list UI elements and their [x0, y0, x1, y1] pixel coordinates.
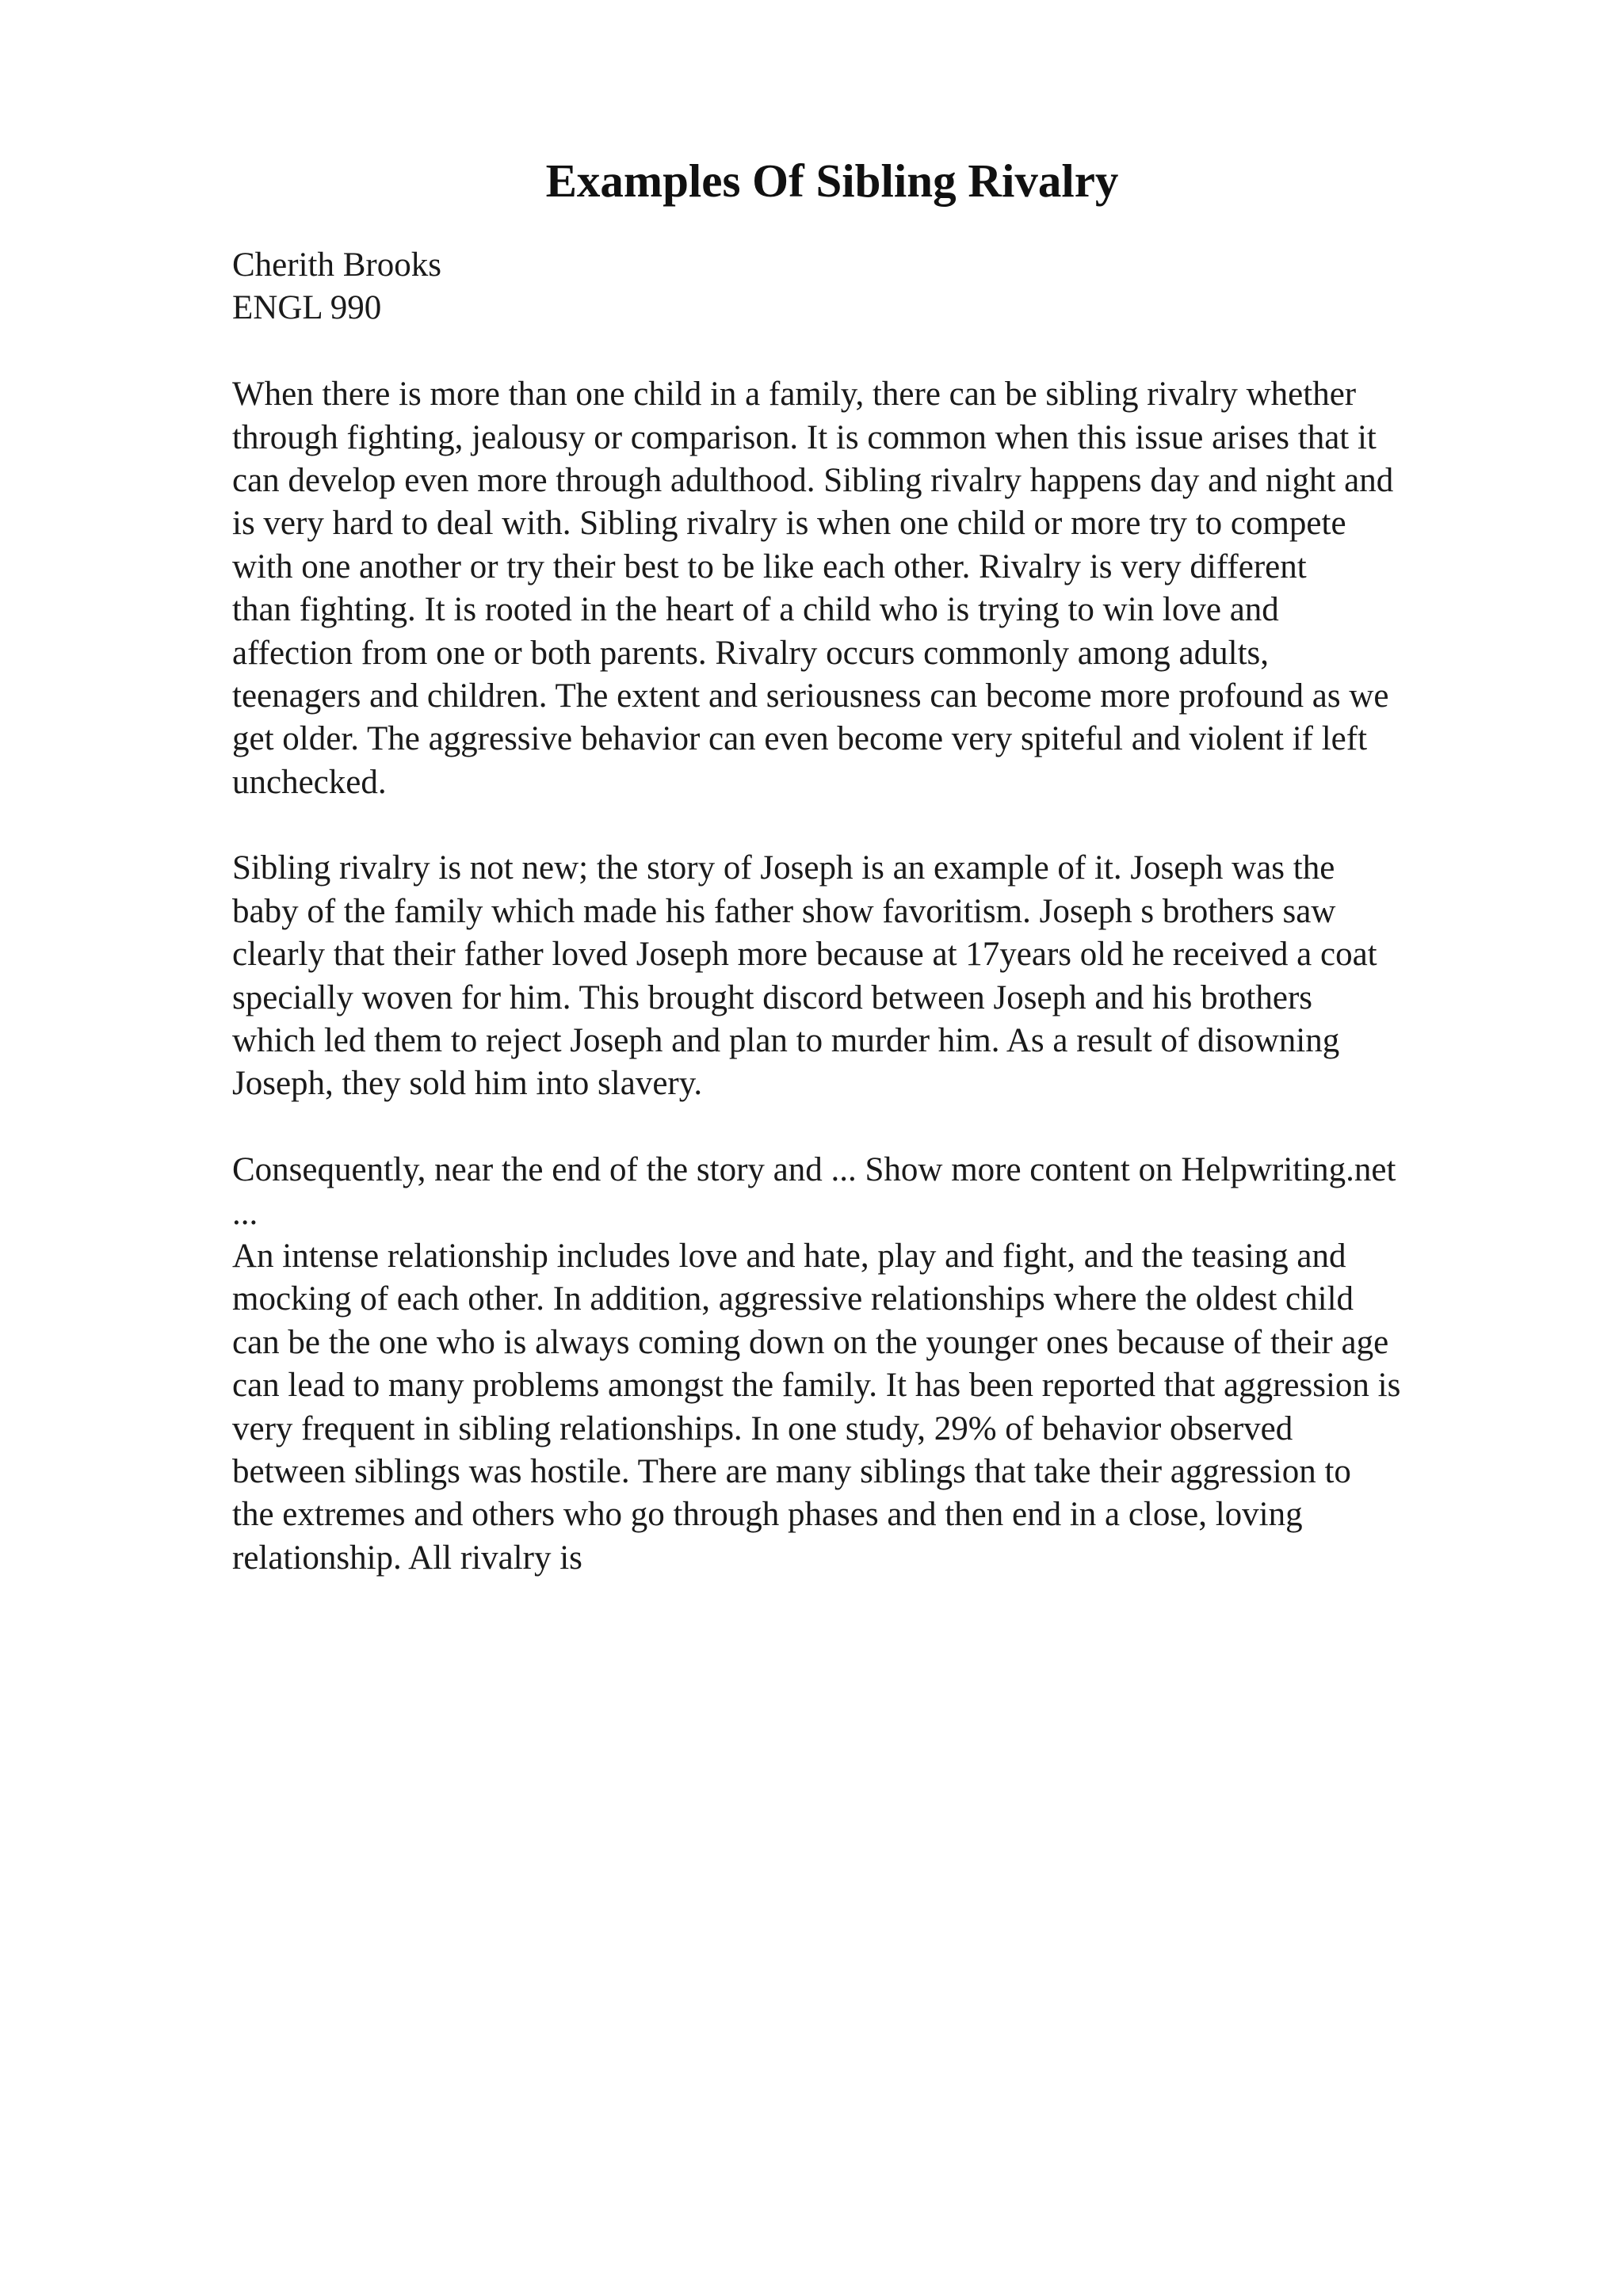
- paragraph-line: very frequent in sibling relationships. In one study, 29% of behavior observed: [232, 1409, 1293, 1447]
- paragraph-line: clearly that their father loved Joseph more because at 17years old he received a coat: [232, 936, 1377, 974]
- paragraph-line: get older. The aggressive behavior can even become very spiteful and violent if left: [232, 720, 1368, 758]
- paragraph-3: [232, 1149, 1500, 1580]
- paragraph-1: [232, 373, 1500, 804]
- paragraph-line: between siblings was hostile. There are many siblings that take their aggression to: [232, 1452, 1351, 1490]
- author-name: Cherith Brooks: [232, 246, 441, 284]
- paragraph-line: than fighting. It is rooted in the heart of a child who is trying to win love and: [232, 591, 1279, 629]
- paragraph-line: An intense relationship includes love and hate, play and fight, and the teasing and: [232, 1237, 1346, 1275]
- paragraph-line: with one another or try their best to be like each other. Rivalry is very different: [232, 547, 1307, 585]
- paragraph-line: teenagers and children. The extent and seriousness can become more profound as we: [232, 677, 1389, 715]
- paragraph-line: specially woven for him. This brought discord between Joseph and his brothers: [232, 978, 1313, 1016]
- paragraph-line: the extremes and others who go through phases and then end in a close, loving: [232, 1496, 1303, 1534]
- paragraph-line: When there is more than one child in a family, there can be sibling rivalry whether: [232, 376, 1357, 414]
- paragraph-line: mocking of each other. In addition, aggressive relationships where the oldest child: [232, 1280, 1354, 1318]
- paragraph-line: Joseph, they sold him into slavery.: [232, 1065, 703, 1103]
- paragraph-line: is very hard to deal with. Sibling rivalry is when one child or more try to compete: [232, 505, 1346, 543]
- paragraph-line: through fighting, jealousy or comparison. It is common when this issue arises that it: [232, 418, 1377, 456]
- course-code: ENGL 990: [232, 289, 382, 327]
- paragraph-line: affection from one or both parents. Rivalry occurs commonly among adults,: [232, 634, 1269, 672]
- spacer: [232, 330, 1500, 373]
- paragraph-line: baby of the family which made his father show favoritism. Joseph s brothers saw: [232, 892, 1336, 930]
- paragraph-line: which led them to reject Joseph and plan to murder him. As a result of disowning: [232, 1022, 1340, 1060]
- spacer: [232, 1106, 1500, 1149]
- document-title: Examples Of Sibling Rivalry: [545, 154, 1119, 207]
- paragraph-2: [232, 847, 1500, 1105]
- paragraph-line: can develop even more through adulthood. Sibling rivalry happens day and night and: [232, 461, 1394, 499]
- paragraph-line: can be the one who is always coming down on the younger ones because of their age: [232, 1323, 1389, 1361]
- paragraph-line: can lead to many problems amongst the family. It has been reported that aggression is: [232, 1367, 1401, 1405]
- spacer: [232, 804, 1500, 847]
- document-body: [232, 244, 1500, 1580]
- paragraph-line: relationship. All rivalry is: [232, 1539, 582, 1577]
- paragraph-line: ...: [232, 1194, 258, 1232]
- paragraph-line: Sibling rivalry is not new; the story of Joseph is an example of it. Joseph was the: [232, 849, 1335, 887]
- paragraph-line: Consequently, near the end of the story and ... Show more content on Helpwriting.net: [232, 1151, 1396, 1189]
- paragraph-line: unchecked.: [232, 763, 387, 801]
